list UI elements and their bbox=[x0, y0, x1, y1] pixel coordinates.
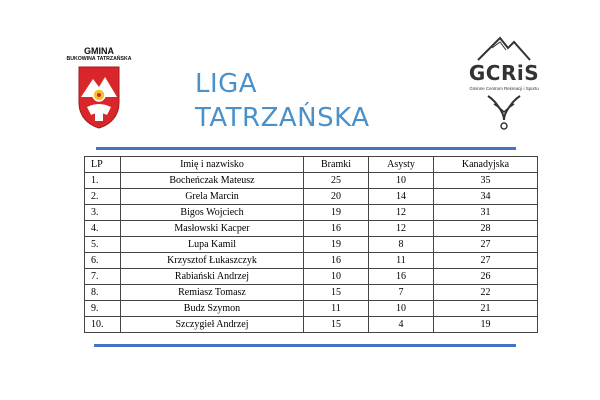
cell-asysty: 12 bbox=[369, 205, 434, 221]
table-row bbox=[85, 317, 538, 333]
cell-lp: 10. bbox=[85, 317, 121, 333]
standings-table bbox=[84, 156, 538, 333]
cell-bramki: 19 bbox=[304, 205, 369, 221]
cell-kanadyjska: 26 bbox=[434, 269, 538, 285]
cell-lp: 2. bbox=[85, 189, 121, 205]
divider-bottom bbox=[94, 344, 516, 347]
cell-asysty: 14 bbox=[369, 189, 434, 205]
cell-lp: 9. bbox=[85, 301, 121, 317]
cell-bramki: 25 bbox=[304, 173, 369, 189]
column-header-kanadyjska: Kanadyjska bbox=[434, 157, 538, 173]
cell-name: Bigos Wojciech bbox=[121, 205, 304, 221]
table-row bbox=[85, 205, 538, 221]
cell-kanadyjska: 22 bbox=[434, 285, 538, 301]
table-row bbox=[85, 237, 538, 253]
cell-asysty: 7 bbox=[369, 285, 434, 301]
table-header-row bbox=[85, 157, 538, 173]
table-row bbox=[85, 253, 538, 269]
page-title: LIGA TATRZAŃSKA bbox=[195, 69, 370, 133]
cell-bramki: 11 bbox=[304, 301, 369, 317]
cell-bramki: 15 bbox=[304, 317, 369, 333]
table-row bbox=[85, 301, 538, 317]
coat-of-arms-icon bbox=[77, 65, 121, 129]
column-header-name: Imię i nazwisko bbox=[121, 157, 304, 173]
cell-bramki: 10 bbox=[304, 269, 369, 285]
cell-asysty: 4 bbox=[369, 317, 434, 333]
column-header-asysty: Asysty bbox=[369, 157, 434, 173]
cell-name: Krzysztof Łukaszczyk bbox=[121, 253, 304, 269]
cell-bramki: 16 bbox=[304, 221, 369, 237]
cell-kanadyjska: 21 bbox=[434, 301, 538, 317]
cell-name: Rabiański Andrzej bbox=[121, 269, 304, 285]
table-row bbox=[85, 189, 538, 205]
cell-asysty: 11 bbox=[369, 253, 434, 269]
cell-name: Lupa Kamil bbox=[121, 237, 304, 253]
cell-name: Budz Szymon bbox=[121, 301, 304, 317]
cell-bramki: 16 bbox=[304, 253, 369, 269]
cell-kanadyjska: 34 bbox=[434, 189, 538, 205]
table-row bbox=[85, 221, 538, 237]
cell-kanadyjska: 35 bbox=[434, 173, 538, 189]
gcris-logo bbox=[448, 34, 560, 134]
table-row bbox=[85, 285, 538, 301]
cell-bramki: 20 bbox=[304, 189, 369, 205]
cell-kanadyjska: 27 bbox=[434, 237, 538, 253]
cell-asysty: 10 bbox=[369, 301, 434, 317]
cell-asysty: 12 bbox=[369, 221, 434, 237]
cell-asysty: 10 bbox=[369, 173, 434, 189]
gmina-logo-line2: BUKOWINA TATRZAŃSKA bbox=[66, 56, 132, 62]
cell-kanadyjska: 27 bbox=[434, 253, 538, 269]
table-row bbox=[85, 173, 538, 189]
table-row bbox=[85, 269, 538, 285]
cell-name: Masłowski Kacper bbox=[121, 221, 304, 237]
cell-lp: 3. bbox=[85, 205, 121, 221]
cell-kanadyjska: 28 bbox=[434, 221, 538, 237]
gcris-logo-subtitle: Gminne Centrum Rekreacji i Sportu bbox=[469, 86, 539, 91]
cell-lp: 4. bbox=[85, 221, 121, 237]
divider-top bbox=[96, 147, 516, 150]
cell-name: Szczygieł Andrzej bbox=[121, 317, 304, 333]
cell-lp: 6. bbox=[85, 253, 121, 269]
cell-asysty: 8 bbox=[369, 237, 434, 253]
cell-lp: 1. bbox=[85, 173, 121, 189]
cell-bramki: 19 bbox=[304, 237, 369, 253]
gmina-logo-line1: GMINA bbox=[84, 46, 114, 56]
cell-lp: 7. bbox=[85, 269, 121, 285]
cell-name: Bocheńczak Mateusz bbox=[121, 173, 304, 189]
cell-lp: 8. bbox=[85, 285, 121, 301]
column-header-lp: LP bbox=[85, 157, 121, 173]
gmina-logo bbox=[50, 38, 148, 134]
cell-kanadyjska: 19 bbox=[434, 317, 538, 333]
cell-name: Grela Marcin bbox=[121, 189, 304, 205]
column-header-bramki: Bramki bbox=[304, 157, 369, 173]
gcris-logo-name: GCRiS bbox=[468, 61, 540, 85]
cell-lp: 5. bbox=[85, 237, 121, 253]
cell-asysty: 16 bbox=[369, 269, 434, 285]
cell-kanadyjska: 31 bbox=[434, 205, 538, 221]
cell-bramki: 15 bbox=[304, 285, 369, 301]
cell-name: Remiasz Tomasz bbox=[121, 285, 304, 301]
